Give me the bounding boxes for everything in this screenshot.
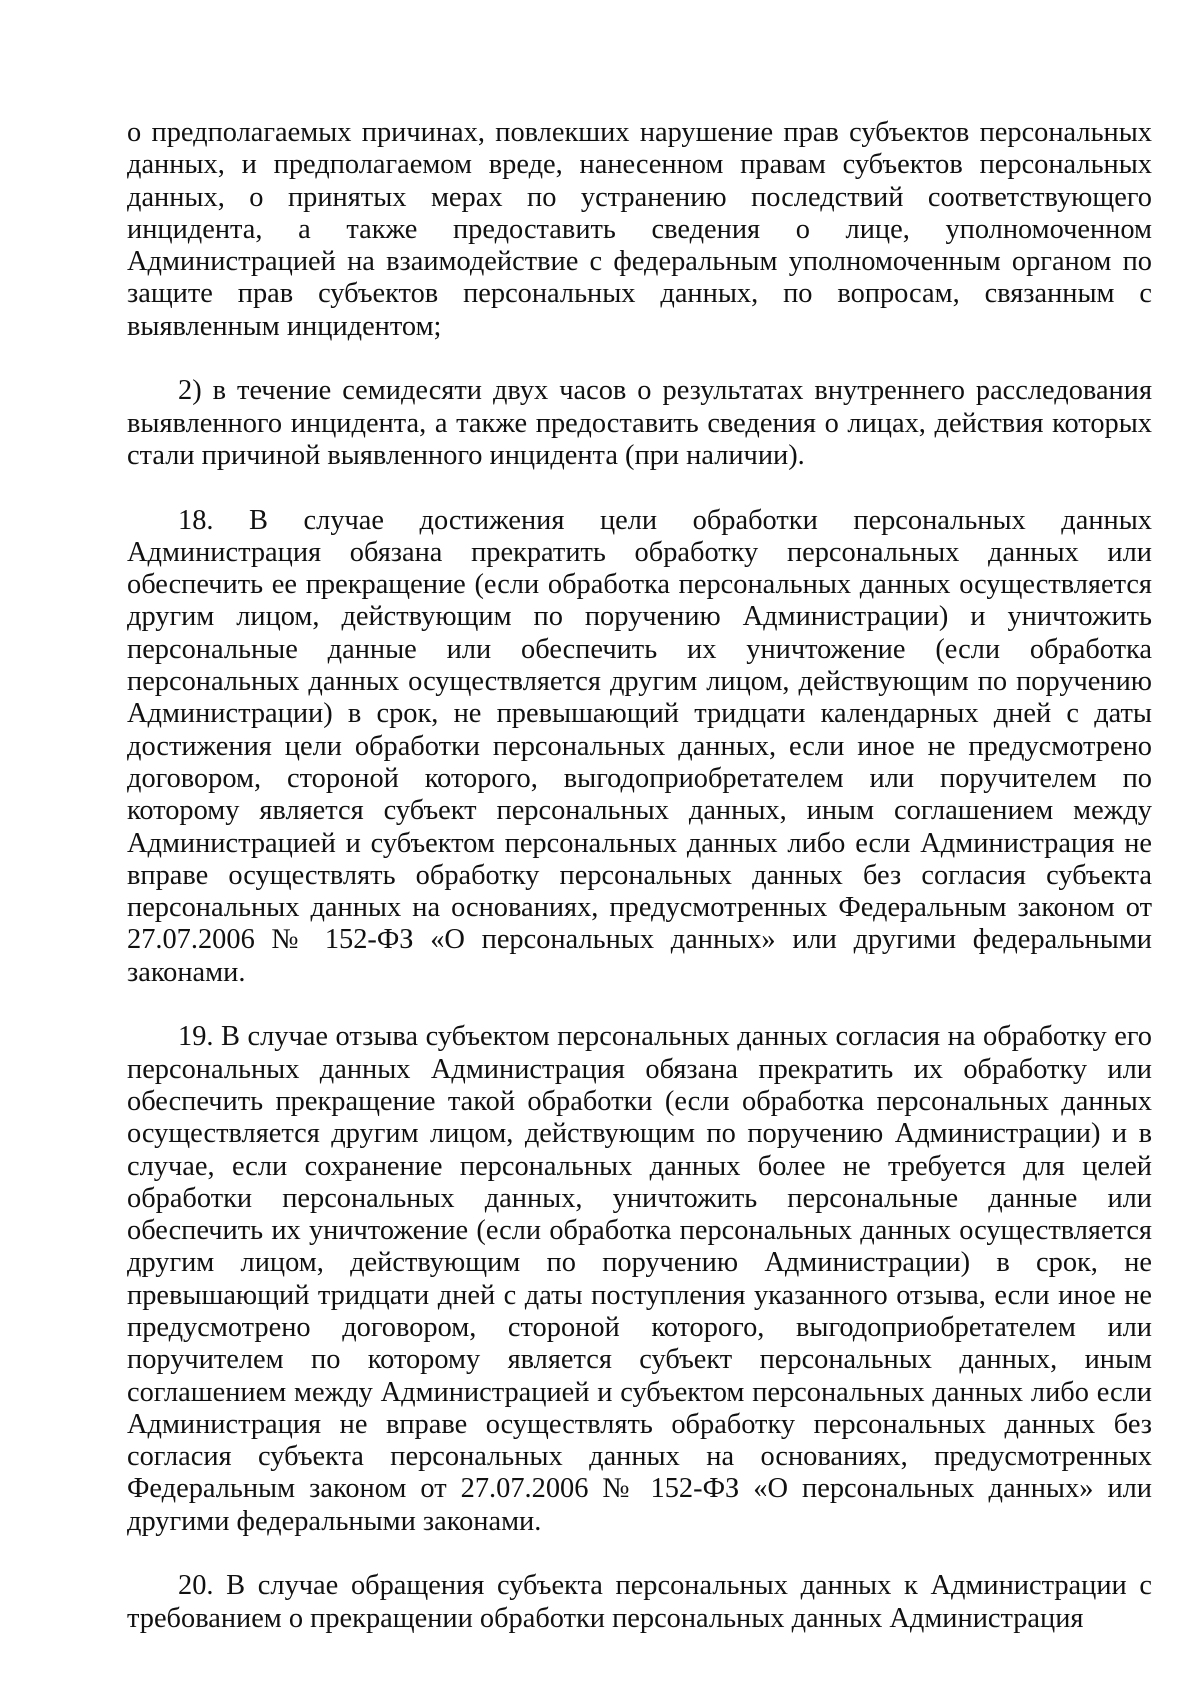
- paragraph-section-20: 20. В случае обращения субъекта персональных данных к Администрации с требованием о прекращении обработки персональных данных Администрация: [127, 1570, 1152, 1634]
- paragraph-section-18: 18. В случае достижения цели обработки персональных данных Администрация обязана прекратить обработку персональных данных или обеспечить ее прекращение (если обработка персональных данных осуществляется другим лицом, действующим по поручению Администрации) и уничтожить персональные данные или обеспечить их уничтожение (если обработка персональных данных осуществляется другим лицом, действующим по поручению Администрации) в срок, не превышающий тридцати календарных дней с даты достижения цели обработки персональных данных, если иное не предусмотрено договором, стороной которого, выгодоприобретателем или поручителем по которому является субъект персональных данных, иным соглашением между Администрацией и субъектом персональных данных либо если Администрация не вправе осуществлять обработку персональных данных без согласия субъекта персональных данных на основаниях, предусмотренных Федеральным законом от 27.07.2006 № 152-ФЗ «О персональных данных» или другими федеральными законами.: [127, 504, 1152, 988]
- paragraph-section-19: 19. В случае отзыва субъектом персональных данных согласия на обработку его персональных данных Администрация обязана прекратить их обработку или обеспечить прекращение такой обработки (если обработка персональных данных осуществляется другим лицом, действующим по поручению Администрации) и в случае, если сохранение персональных данных более не требуется для целей обработки персональных данных, уничтожить персональные данные или обеспечить их уничтожение (если обработка персональных данных осуществляется другим лицом, действующим по поручению Администрации) в срок, не превышающий тридцати дней с даты поступления указанного отзыва, если иное не предусмотрено договором, стороной которого, выгодоприобретателем или поручителем по которому является субъект персональных данных, иным соглашением между Администрацией и субъектом персональных данных либо если Администрация не вправе осуществлять обработку персональных данных без согласия субъекта персональных данных на основаниях, предусмотренных Федеральным законом от 27.07.2006 № 152-ФЗ «О персональных данных» или другими федеральными законами.: [127, 1021, 1152, 1537]
- paragraph-item-2: 2) в течение семидесяти двух часов о результатах внутреннего расследования выявленного инцидента, а также предоставить сведения о лицах, действия которых стали причиной выявленного инцидента (при наличии).: [127, 375, 1152, 471]
- paragraph-continuation: о предполагаемых причинах, повлекших нарушение прав субъектов персональных данных, и предполагаемом вреде, нанесенном правам субъектов персональных данных, о принятых мерах по устранению последствий соответствующего инцидента, а также предоставить сведения о лице, уполномоченном Администрацией на взаимодействие с федеральным уполномоченным органом по защите прав субъектов персональных данных, по вопросам, связанным с выявленным инцидентом;: [127, 117, 1152, 342]
- document-page: [127, 117, 1152, 1635]
